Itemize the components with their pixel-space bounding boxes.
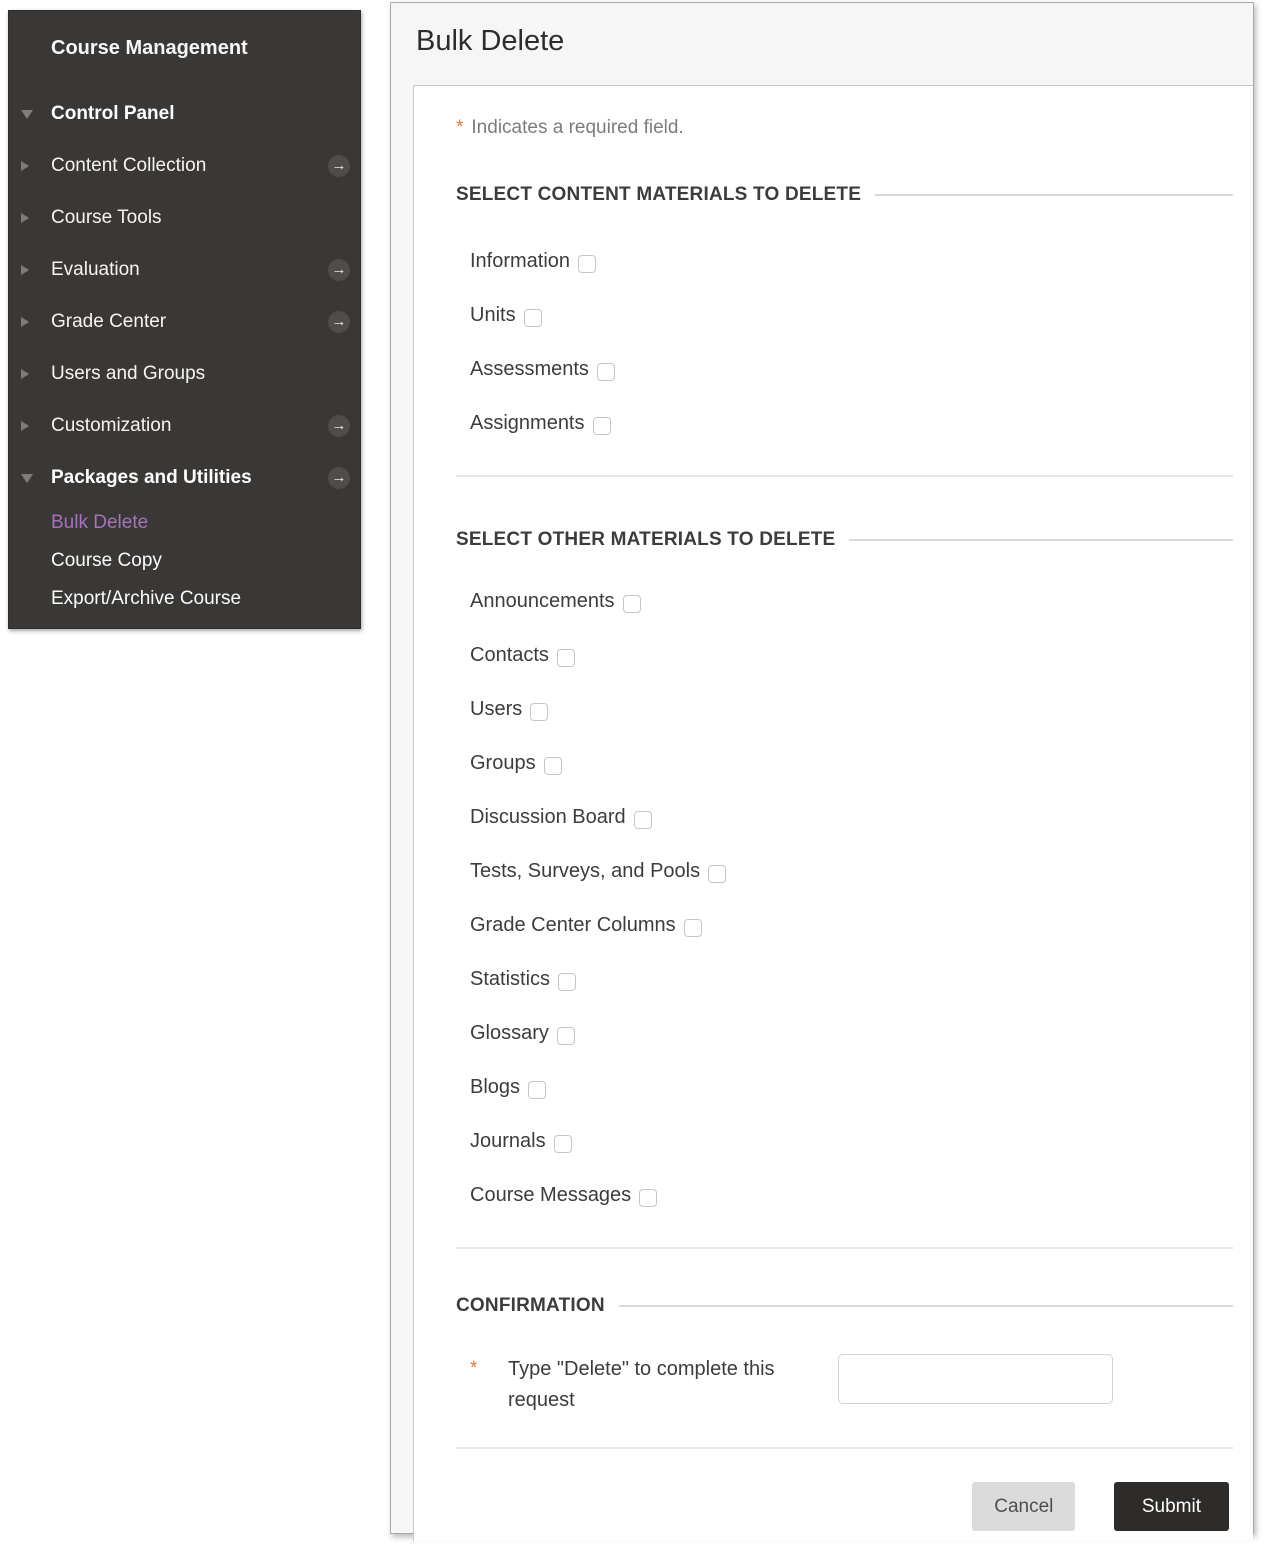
checkbox-row-users [456, 682, 1233, 736]
checkbox[interactable] [530, 703, 548, 721]
required-asterisk-icon: * [456, 117, 464, 138]
section-heading-text: SELECT CONTENT MATERIALS TO DELETE [456, 184, 862, 205]
sidebar-item-users-and-groups[interactable] [9, 348, 360, 400]
chevron-right-icon [21, 421, 29, 431]
checkbox[interactable] [557, 649, 575, 667]
checkbox[interactable] [558, 973, 576, 991]
required-field-note-text: Indicates a required field. [471, 117, 684, 138]
section-divider [456, 1247, 1233, 1249]
checkbox-row-discussion-board [456, 790, 1233, 844]
checkbox-label: Grade Center Columns [470, 913, 676, 936]
sidebar-item-grade-center[interactable] [9, 296, 360, 348]
checkbox-label: Glossary [470, 1021, 549, 1044]
checkbox-row-grade-center-columns [456, 898, 1233, 952]
checkbox[interactable] [578, 255, 596, 273]
sidebar-item-label: Evaluation [51, 259, 140, 280]
sidebar-item-label: Customization [51, 415, 172, 436]
checkbox[interactable] [684, 919, 702, 937]
confirmation-row [456, 1354, 1233, 1416]
checkbox-label: Announcements [470, 589, 615, 612]
sidebar-item-control-panel[interactable] [9, 88, 360, 140]
chevron-right-icon [21, 265, 29, 275]
section-heading-text: CONFIRMATION [456, 1295, 605, 1316]
sidebar-subitem-label: Bulk Delete [51, 512, 149, 533]
checkbox-row-blogs [456, 1060, 1233, 1114]
checkbox-row-course-messages [456, 1168, 1233, 1222]
course-management-sidebar [8, 10, 361, 629]
section-divider [456, 475, 1233, 477]
sidebar-item-evaluation[interactable] [9, 244, 360, 296]
checkbox-label: Blogs [470, 1075, 521, 1098]
section-heading-confirmation [456, 1295, 1233, 1317]
checkbox-label: Assessments [470, 357, 589, 380]
checkbox-row-units [456, 288, 1233, 342]
page-title: Bulk Delete [416, 25, 565, 57]
sidebar-item-packages-and-utilities[interactable] [9, 452, 360, 504]
chevron-right-icon [21, 213, 29, 223]
required-field-note [456, 118, 1233, 138]
checkbox-label: Journals [470, 1129, 546, 1152]
sidebar-subitem-course-copy[interactable] [9, 542, 360, 580]
checkbox[interactable] [639, 1189, 657, 1207]
checkbox[interactable] [623, 595, 641, 613]
chevron-right-icon [21, 369, 29, 379]
checkbox-label: Groups [470, 751, 536, 774]
sidebar-subitem-bulk-delete[interactable] [9, 504, 360, 542]
confirmation-input[interactable] [838, 1354, 1113, 1404]
section-rule [849, 539, 1233, 541]
sidebar-item-label: Control Panel [51, 103, 175, 124]
form-actions [456, 1482, 1233, 1531]
checkbox[interactable] [544, 757, 562, 775]
checkbox-label: Course Messages [470, 1183, 632, 1206]
checkbox-row-journals [456, 1114, 1233, 1168]
bulk-delete-panel [390, 2, 1254, 1534]
checkbox-label: Units [470, 303, 516, 326]
checkbox[interactable] [593, 417, 611, 435]
required-asterisk-icon: * [470, 1358, 478, 1379]
checkbox[interactable] [524, 309, 542, 327]
checkbox-row-assignments [456, 396, 1233, 450]
checkbox-label: Assignments [470, 411, 585, 434]
sidebar-title: Course Management [51, 37, 248, 59]
section-rule [875, 194, 1233, 196]
chevron-right-icon [21, 161, 29, 171]
section-heading-content-materials [456, 184, 1233, 206]
confirmation-label: Type "Delete" to complete this request [508, 1358, 775, 1411]
content-materials-list [456, 234, 1233, 450]
section-rule [619, 1305, 1233, 1307]
checkbox-label: Statistics [470, 967, 551, 990]
checkbox-row-assessments [456, 342, 1233, 396]
checkbox[interactable] [708, 865, 726, 883]
checkbox-row-information [456, 234, 1233, 288]
other-materials-list [456, 574, 1233, 1222]
chevron-right-icon [21, 317, 29, 327]
sidebar-item-content-collection[interactable] [9, 140, 360, 192]
cancel-button[interactable]: Cancel [972, 1482, 1075, 1531]
checkbox-label: Discussion Board [470, 805, 626, 828]
checkbox[interactable] [634, 811, 652, 829]
arrow-circle-icon[interactable]: → [328, 259, 350, 281]
sidebar-subitem-label: Export/Archive Course [51, 588, 242, 609]
arrow-circle-icon[interactable]: → [328, 311, 350, 333]
chevron-down-icon [21, 474, 33, 483]
panel-header [391, 3, 1253, 85]
sidebar-item-label: Course Tools [51, 207, 162, 228]
checkbox-row-statistics [456, 952, 1233, 1006]
checkbox[interactable] [528, 1081, 546, 1099]
checkbox-label: Tests, Surveys, and Pools [470, 859, 701, 882]
arrow-circle-icon[interactable]: → [328, 155, 350, 177]
checkbox[interactable] [557, 1027, 575, 1045]
sidebar-item-customization[interactable] [9, 400, 360, 452]
arrow-circle-icon[interactable]: → [328, 467, 350, 489]
checkbox-row-contacts [456, 628, 1233, 682]
submit-button[interactable]: Submit [1114, 1482, 1229, 1531]
sidebar-item-label: Packages and Utilities [51, 467, 252, 488]
section-heading-other-materials [456, 529, 1233, 551]
sidebar-item-course-tools[interactable] [9, 192, 360, 244]
checkbox-row-tests-surveys-pools [456, 844, 1233, 898]
checkbox-row-glossary [456, 1006, 1233, 1060]
checkbox-row-groups [456, 736, 1233, 790]
sidebar-item-label: Users and Groups [51, 363, 206, 384]
chevron-down-icon [21, 110, 33, 119]
checkbox-label: Contacts [470, 643, 549, 666]
checkbox-label: Users [470, 697, 523, 720]
section-heading-text: SELECT OTHER MATERIALS TO DELETE [456, 529, 836, 550]
sidebar-item-label: Grade Center [51, 311, 167, 332]
sidebar-subitem-label: Course Copy [51, 550, 162, 571]
checkbox[interactable] [597, 363, 615, 381]
checkbox-row-announcements [456, 574, 1233, 628]
footer-divider [456, 1447, 1233, 1449]
checkbox-label: Information [470, 249, 571, 272]
arrow-circle-icon[interactable]: → [328, 415, 350, 437]
bulk-delete-form [413, 85, 1253, 1541]
checkbox[interactable] [554, 1135, 572, 1153]
sidebar-item-label: Content Collection [51, 155, 207, 176]
sidebar-subitem-export-archive-course[interactable] [9, 580, 360, 618]
